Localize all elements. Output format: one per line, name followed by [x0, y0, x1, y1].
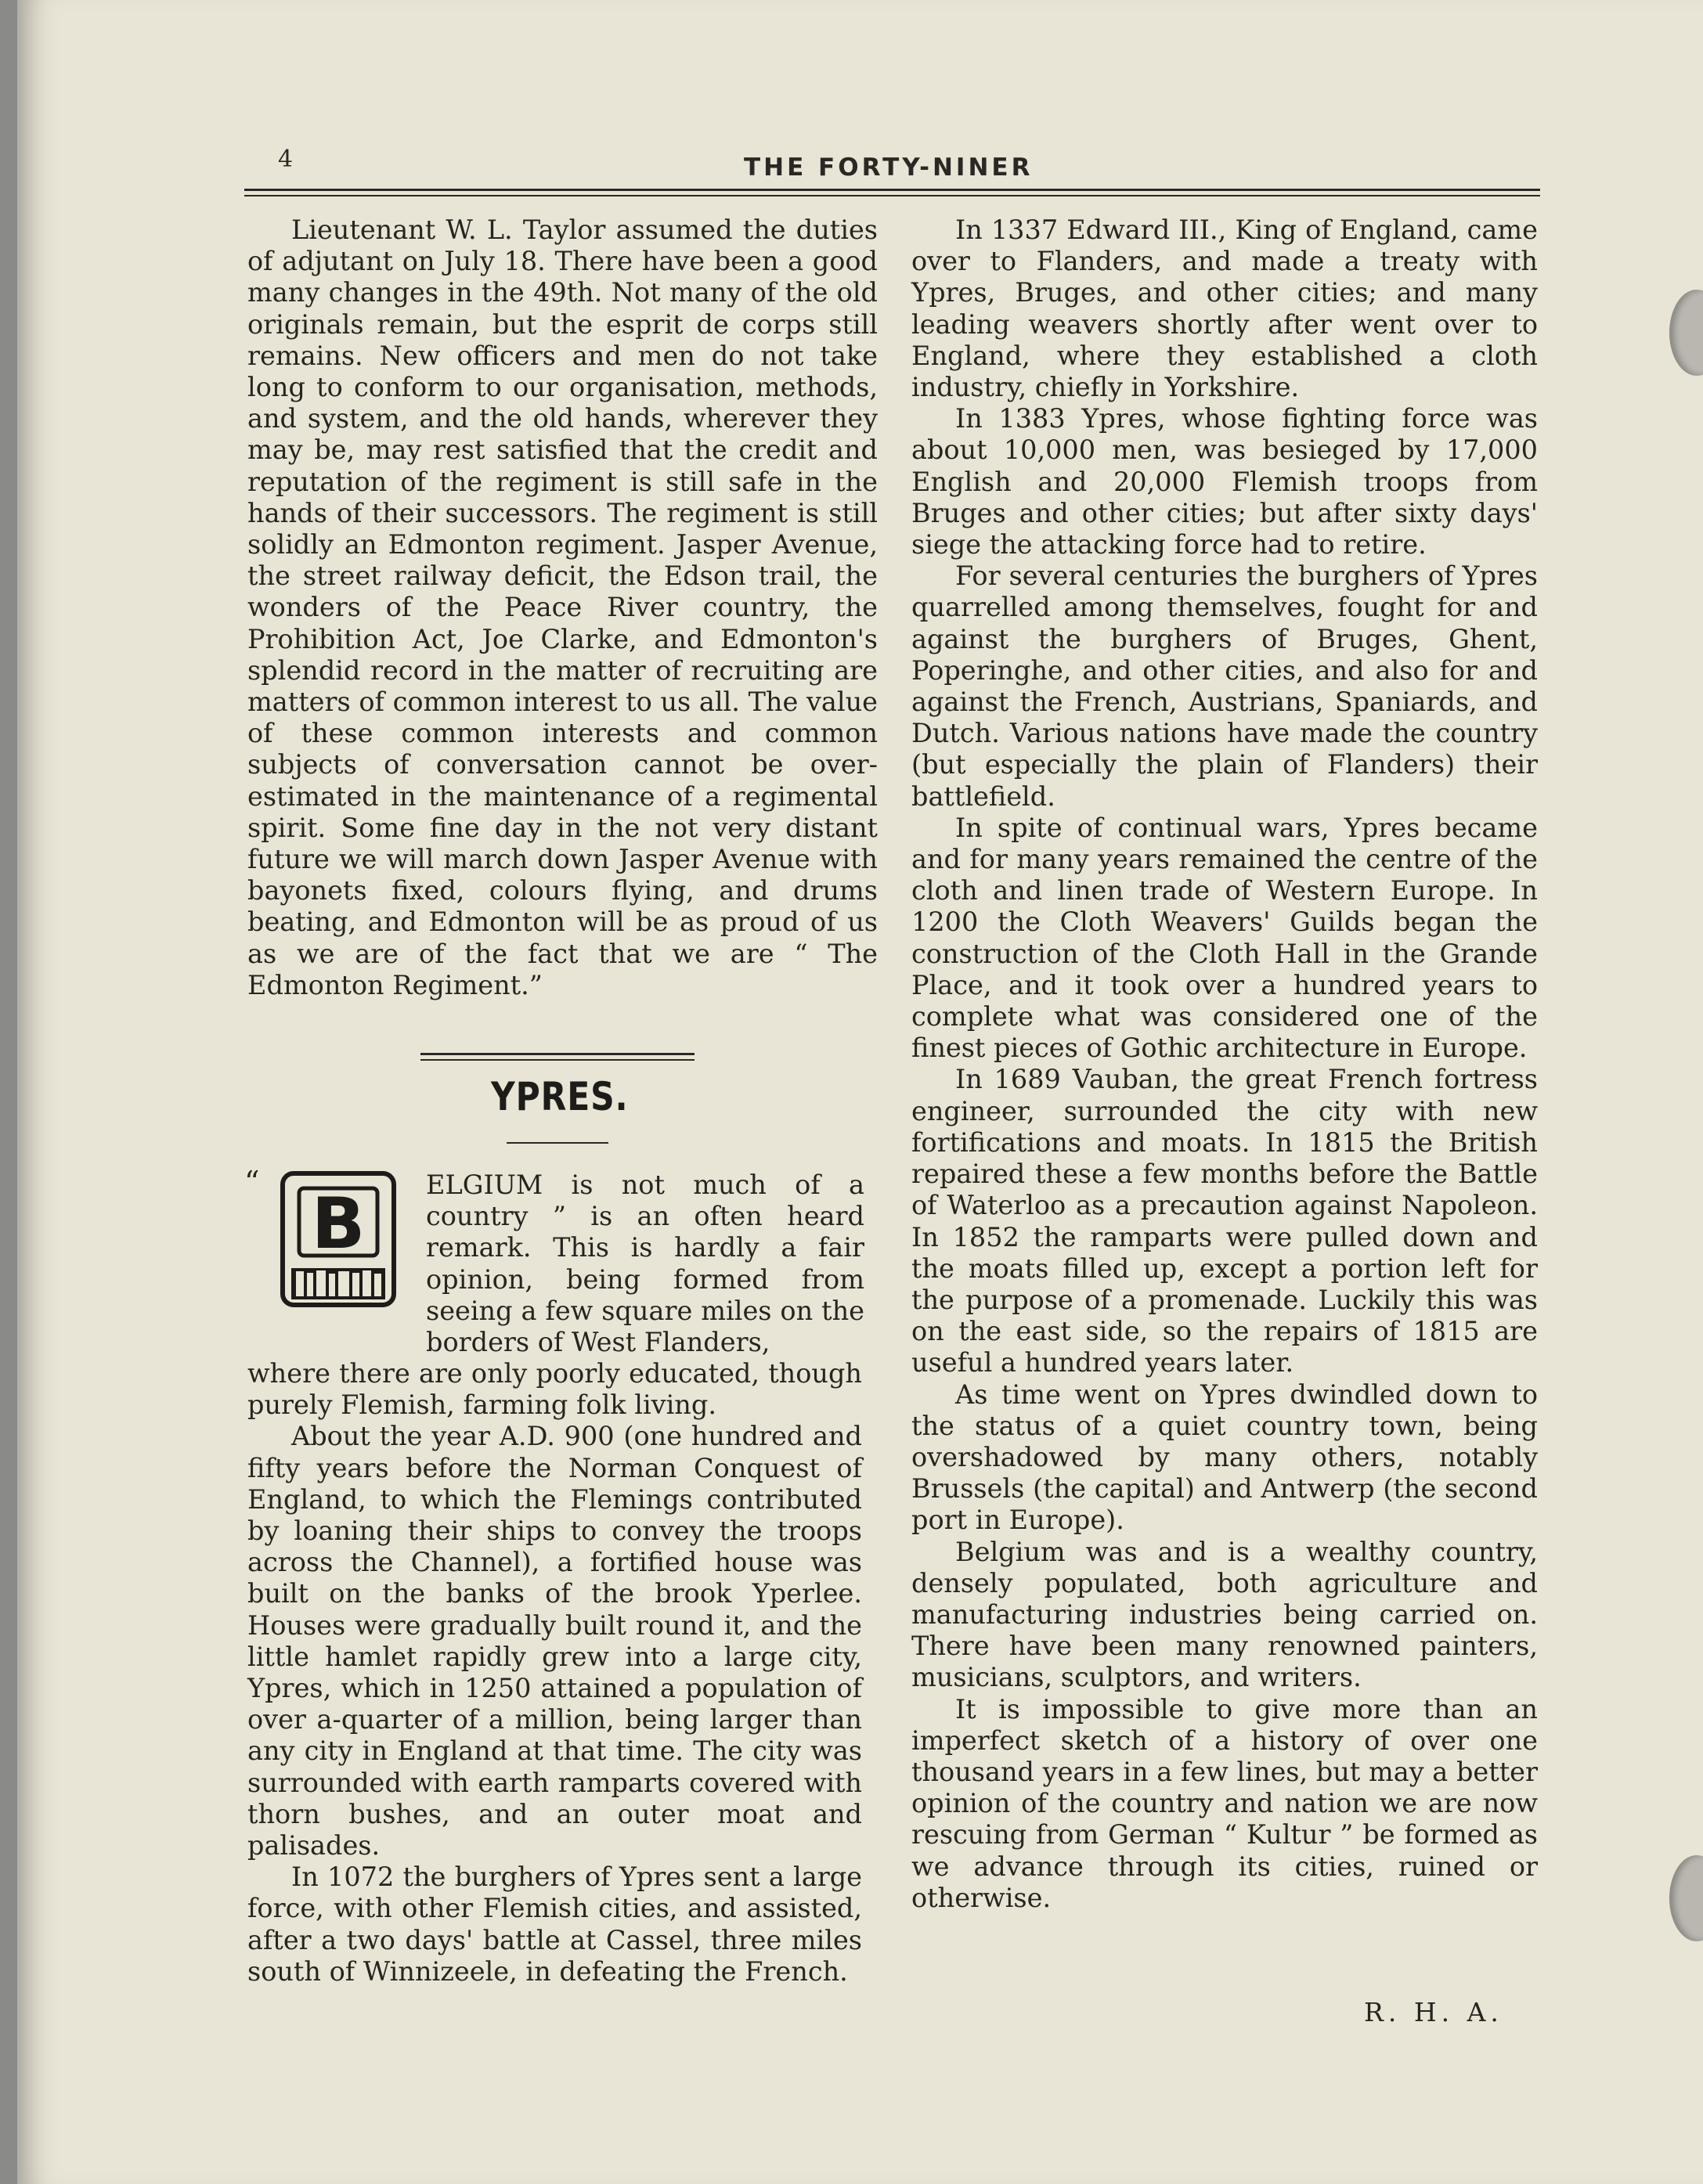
document-page: [17, 0, 1703, 2184]
article-title: YPRES.: [491, 1074, 629, 1119]
paragraph: In 1689 Vauban, the great French fortress engineer, surrounded the city with new fortifications and moats. In 1815 the British repaired these a few months before the Battle of Waterloo as a precaution against Napoleon. In 1852 the ramparts were pulled down and the moats filled up, except a portion left for the purpose of a promenade. Luckily this was on the east side, so the repairs of 1815 are useful a hundred years later.: [911, 1064, 1538, 1379]
paragraph: Lieutenant W. L. Taylor assumed the duties of adjutant on July 18. There have been a good many changes in the 49th. Not many of the old originals remain, but the esprit de corps still remains. New officers and men do not take long to conform to our organisation, methods, and system, and the old hands, wherever they may be, may rest satisfied that the credit and reputation of the regiment is still safe in the hands of their successors. The regiment is still solidly an Edmonton regiment. Jasper Avenue, the street railway deficit, the Edson trail, the wonders of the Peace River country, the Prohibition Act, Joe Clarke, and Edmonton's splendid record in the matter of recruiting are matters of common interest to us all. The value of these common interests and common subjects of conversation cannot be over-estimated in the maintenance of a regimental spirit. Some fine day in the not very distant future we will march down Jasper Avenue with bayonets fixed, colours flying, and drums beating, and Edmonton will be as proud of us as we are of the fact that we are “ The Edmonton Regiment.”: [247, 214, 878, 1000]
paragraph: In 1072 the burghers of Ypres sent a large force, with other Flemish cities, and assisted, after a two days' battle at Cassel, three miles south of Winnizeele, in defeating the French.: [247, 1861, 862, 1987]
paragraph: where there are only poorly educated, though purely Flemish, farming folk living.: [247, 1358, 862, 1421]
paragraph: It is impossible to give more than an imperfect sketch of a history of over one thousand years in a few lines, but may a better opinion of the country and nation we are now rescuing from German “ Kultur ” be formed as we advance through its cities, ruined or otherwise.: [911, 1693, 1538, 1913]
title-underline: [507, 1142, 608, 1144]
binder-hole: [1669, 290, 1703, 376]
running-header: THE FORTY-NINER: [744, 153, 1034, 182]
paragraph: For several centuries the burghers of Ypres quarrelled among themselves, fought for and against the burghers of Bruges, Ghent, Poperinghe, and other cities, and also for and against the French, Austrians, Spaniards, and Dutch. Various nations have made the country (but especially the plain of Flanders) their battlefield.: [911, 560, 1538, 812]
intro-wrapped-text: [426, 1169, 864, 1358]
left-column-top: [247, 214, 878, 1001]
binder-hole: [1669, 1855, 1703, 1941]
right-column: [911, 214, 1538, 1914]
header-rule: [244, 195, 1540, 196]
header-rule: [244, 189, 1540, 191]
paragraph: In spite of continual wars, Ypres became and for many years remained the centre of the cloth and linen trade of Western Europe. In 1200 the Cloth Weavers' Guilds began the construction of the Cloth Hall in the Grande Place, and it took over a hundred years to complete what was considered one of the finest pieces of Gothic architecture in Europe.: [911, 812, 1538, 1064]
paragraph: As time went on Ypres dwindled down to the status of a quiet country town, being overshadowed by many others, notably Brussels (the capital) and Antwerp (the second port in Europe).: [911, 1379, 1538, 1536]
dropcap-letter: B: [311, 1183, 366, 1265]
dropcap-b-icon: [280, 1171, 396, 1307]
section-rule: [420, 1053, 695, 1055]
paragraph: Belgium was and is a wealthy country, densely populated, both agriculture and manufacturing industries being carried on. There have been many renowned painters, musicians, sculptors, and writers.: [911, 1536, 1538, 1693]
author-signature: R. H. A.: [1364, 1997, 1503, 2027]
left-column-bottom: [247, 1358, 862, 1988]
open-quote: “: [244, 1165, 260, 1199]
paragraph: About the year A.D. 900 (one hundred and fifty years before the Norman Conquest of England, to which the Flemings contributed by loaning their ships to convey the troops across the Channel), a fortified house was built on the banks of the brook Yperlee. Houses were gradually built round it, and the little hamlet rapidly grew into a large city, Ypres, which in 1250 attained a population of over a-quarter of a million, being larger than any city in England at that time. The city was surrounded with earth ramparts covered with thorn bushes, and an outer moat and palisades.: [247, 1421, 862, 1861]
paragraph: ELGIUM is not much of a country ” is an often heard remark. This is hardly a fair opinion, being formed from seeing a few square miles on the borders of West Flanders,: [426, 1169, 864, 1358]
paragraph: In 1337 Edward III., King of England, came over to Flanders, and made a treaty with Ypres, Bruges, and other cities; and many leading weavers shortly after went over to England, where they established a cloth industry, chiefly in Yorkshire.: [911, 214, 1538, 403]
page-number: 4: [278, 146, 294, 173]
paragraph: In 1383 Ypres, whose fighting force was about 10,000 men, was besieged by 17,000 English and 20,000 Flemish troops from Bruges and other cities; but after sixty days' siege the attacking force had to retire.: [911, 403, 1538, 560]
section-rule: [420, 1059, 695, 1061]
